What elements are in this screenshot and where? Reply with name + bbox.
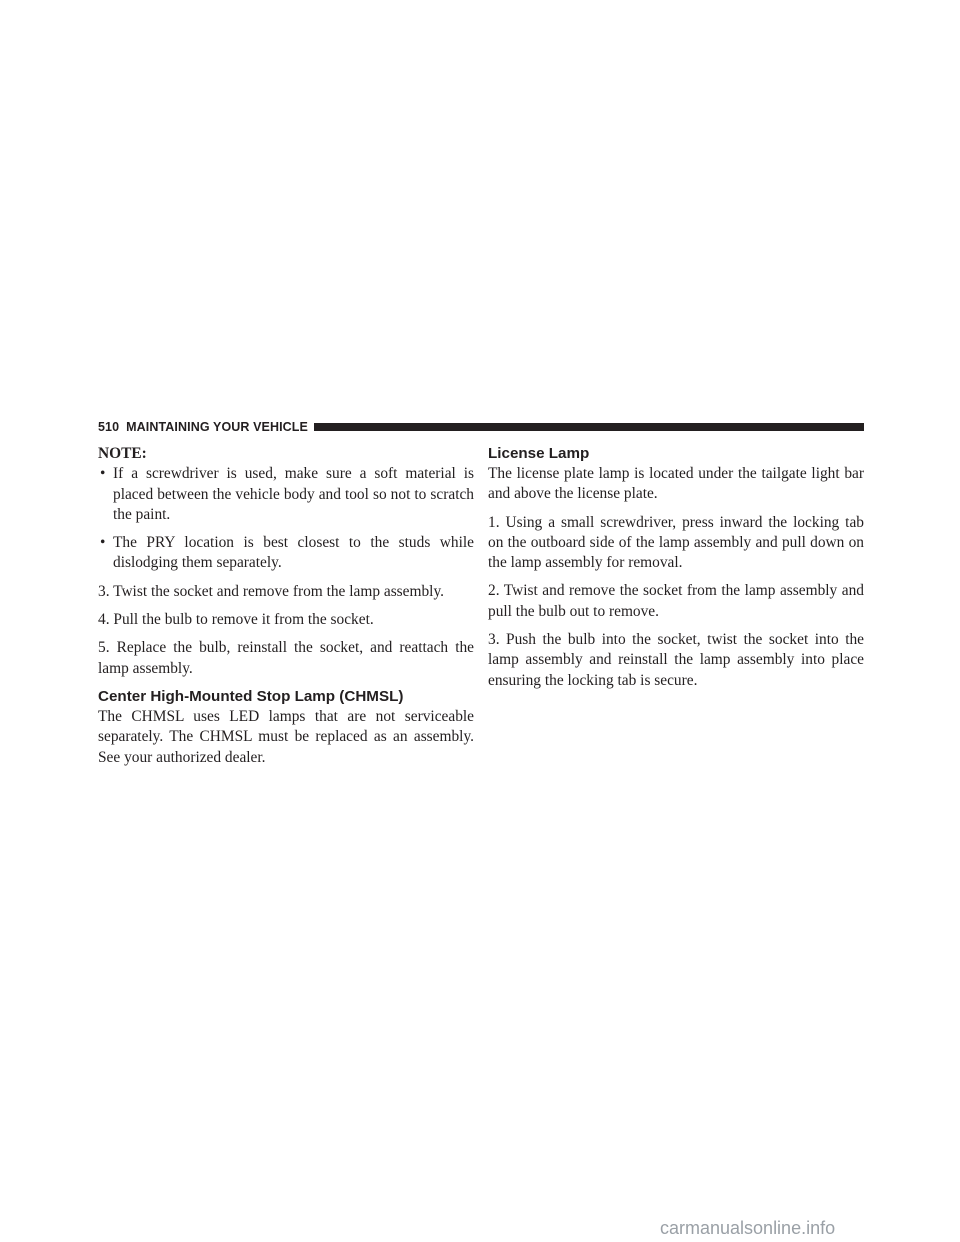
bullet-item bbox=[98, 464, 474, 525]
watermark: carmanualsonline.info bbox=[660, 1218, 836, 1238]
step-text: 3. Push the bulb into the socket, twist the socket into the lamp assembly and reinstall the lamp assembly into place ensuring the locking tab is secure. bbox=[488, 631, 864, 689]
right-column bbox=[488, 444, 864, 699]
step-text: 4. Pull the bulb to remove it from the socket. bbox=[98, 611, 374, 629]
header-rule bbox=[314, 423, 864, 431]
license-lamp-heading: License Lamp bbox=[488, 445, 590, 462]
step-text: 2. Twist and remove the socket from the lamp assembly and pull the bulb out to remove. bbox=[488, 582, 864, 620]
step-text: 1. Using a small screwdriver, press inward the locking tab on the outboard side of the lamp assembly and pull down on the lamp assembly for removal. bbox=[488, 513, 864, 572]
license-lamp-intro: The license plate lamp is located under the tailgate light bar and above the license plate. bbox=[488, 465, 864, 503]
section-title: MAINTAINING YOUR VEHICLE bbox=[126, 420, 308, 434]
bullet-text: If a screwdriver is used, make sure a soft material is placed between the vehicle body and tool so not to scratch the paint. bbox=[113, 465, 474, 523]
page-number: 510 bbox=[98, 420, 120, 434]
bullet-icon: • bbox=[100, 534, 106, 552]
step-text: 3. Twist the socket and remove from the lamp assembly. bbox=[98, 582, 444, 600]
chmsl-heading: Center High-Mounted Stop Lamp (CHMSL) bbox=[98, 687, 404, 705]
bullet-text: The PRY location is best closest to the studs while dislodging them separately. bbox=[113, 534, 474, 572]
bullet-item bbox=[98, 533, 474, 574]
bullet-icon: • bbox=[100, 465, 106, 483]
page-header bbox=[98, 419, 864, 435]
step-text: 5. Replace the bulb, reinstall the socket, and reattach the lamp assembly. bbox=[98, 639, 474, 677]
note-label: NOTE: bbox=[98, 445, 147, 462]
chmsl-paragraph: The CHMSL uses LED lamps that are not serviceable separately. The CHMSL must be replaced as an assembly. See your authorized dealer. bbox=[98, 707, 474, 766]
left-column bbox=[98, 444, 474, 768]
